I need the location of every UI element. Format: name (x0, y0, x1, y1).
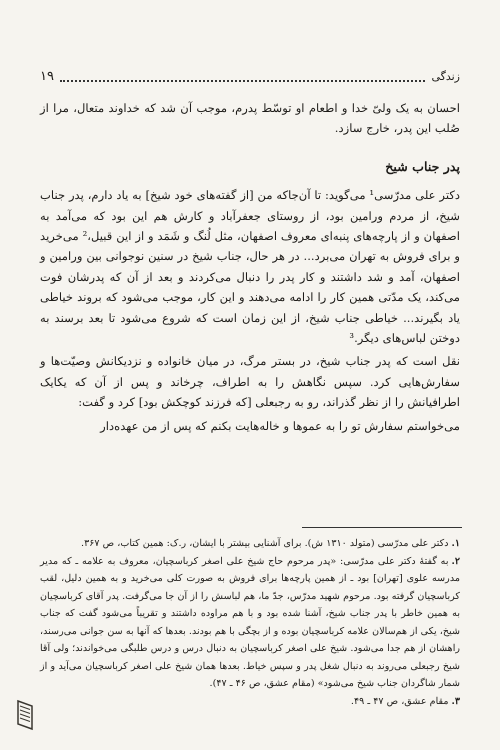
paragraph-2: دکتر علی مدرّسی¹ می‌گوید: تا آن‌جاکه من [از گفته‌های خود شیخ] به یاد دارم، پدر جناب شیخ، از مردم ورامین بود، از روستای جعفرآباد و کارش هم این بود که می‌آمد به اصفهان و از پارچه‌های پنبه‌ای معروف اصفهان، مثل لُنگ و شَمَد و از این قبیل،² می‌خرید و برای فروش به تهران می‌برد... در هر حال، جناب شیخ در سنین نوجوانی بین ورامین و اصفهان، آمد و شد داشتند و کار پدر را دنبال می‌کردند و بعد از آن که پدرشان فوت می‌کند، یک مدّتی همین کار را ادامه می‌دهند و این کار، موجب می‌شود که بروند خیاطی یاد بگیرند... خیاطی جناب شیخ، از این زمان است که شروع می‌شود تا بعد برسند به دوختن لباس‌های دیگر.³ (40, 188, 461, 346)
footnote-text: به گفتهٔ دکتر علی مدرّسی: «پدر مرحوم حاج شیخ علی اصغر کرباسچیان، معروف به علامه ـ که مدیر مدرسه علوی [تهران] بود ـ از همین پارچه‌ها برای فروش به صورت کلی می‌خرید و به همین دلیل، لقب کرباسچیان گرفته بود. مرحوم شهید مدرّس، جدّ ما، هم لباسش را از آن جا می‌گرفت. پدر آقای کرباسچیان به همین خاطر با پدر جناب شیخ، آشنا شده بود و با هم مراوده داشتند و تقریباً می‌شود گفت که جناب شیخ، یکی از هم‌سالان علامه کرباسچیان بوده و از بچگی با هم بودند. بعدها که آنها به سن جوانی می‌رسند، راهشان از هم جدا می‌شود. شیخ علی اصغر کرباسچیان به دنبال درس و درس طلبگی می‌خواندند؛ ولی آقا شیخ رجبعلی می‌روند به دنبال شغل پدر و سپس خیاط. بعدها همان شیخ علی اصغر کرباسچیان می‌آید و از شمار شاگردان جناب شیخ می‌شود» (مقام عشق، ص ۴۶ ـ ۴۷). (40, 555, 460, 689)
running-header (40, 66, 460, 86)
paragraph-4: می‌خواستم سفارش تو را به عموها و خاله‌هایت بکنم که پس از من عهده‌دار (100, 418, 460, 433)
footnote-separator (302, 527, 462, 528)
footnote-number: ۲. (451, 555, 460, 567)
footnote-item (40, 535, 460, 553)
paragraph-1: احسان به یک ولیّ خدا و اطعام او توسّط پدرم، موجب آن شد که خداوند متعال، مرا از صُلب این پدر، خارج سازد. (40, 101, 460, 136)
leader-dots (60, 70, 425, 82)
footnote-text: دکتر علی مدرّسی (متولد ۱۳۱۰ ش). برای آشنایی بیشتر با ایشان، ر.ک: همین کتاب، ص ۳۶۷. (81, 538, 449, 549)
running-title: زندگی (431, 69, 460, 83)
footnote-number: ۱. (451, 538, 460, 549)
footnote-number: ۳. (451, 695, 460, 707)
footnotes (40, 535, 460, 710)
page-number: ۱۹ (40, 68, 54, 84)
paragraph-3: نقل است که پدر جناب شیخ، در بستر مرگ، در میان خانواده و نزدیکانش وصیّت‌ها و سفارش‌هایی کرد. سپس نگاهش را به اطراف، چرخاند و پس از آن که یکایک اطرافیانش را از نظر گذراند، رو به رجبعلی [که فرزند کوچکش بود] کرد و گفت: (40, 354, 460, 410)
main-text (40, 98, 460, 436)
section-title: پدر جناب شیخ (385, 158, 460, 174)
footnote-item (40, 693, 460, 711)
footnote-text: مقام عشق، ص ۴۷ ـ ۴۹. (350, 695, 449, 707)
footnote-item (40, 553, 460, 693)
book-ornament-icon (14, 697, 36, 733)
